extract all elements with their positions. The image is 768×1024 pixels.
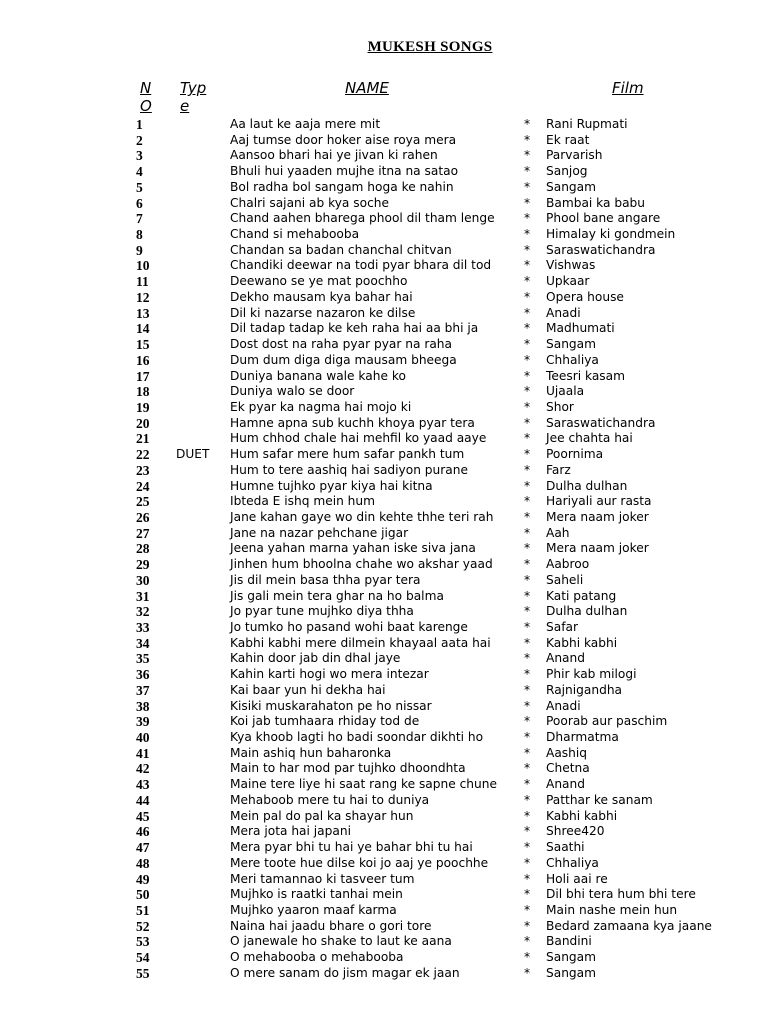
song-name: Hamne apna sub kuchh khoya pyar tera bbox=[230, 415, 475, 430]
song-number: 36 bbox=[136, 667, 150, 683]
bullet-star: * bbox=[524, 478, 531, 493]
film-name: Phool bane angare bbox=[546, 211, 661, 226]
bullet-star: * bbox=[524, 745, 531, 760]
bullet-star: * bbox=[524, 399, 531, 414]
song-row bbox=[0, 337, 768, 353]
bullet-star: * bbox=[524, 179, 531, 194]
song-name: Chalri sajani ab kya soche bbox=[230, 195, 390, 210]
song-number: 23 bbox=[136, 462, 150, 478]
bullet-star: * bbox=[524, 950, 531, 965]
song-number: 44 bbox=[136, 792, 150, 808]
song-row bbox=[0, 651, 768, 667]
bullet-star: * bbox=[524, 227, 531, 242]
song-row bbox=[0, 809, 768, 825]
song-row bbox=[0, 290, 768, 306]
song-name: Aaj tumse door hoker aise roya mera bbox=[230, 132, 457, 147]
song-row bbox=[0, 416, 768, 432]
song-name: Aansoo bhari hai ye jivan ki rahen bbox=[230, 148, 438, 163]
bullet-star: * bbox=[524, 274, 531, 289]
film-name: Dharmatma bbox=[546, 730, 619, 745]
film-name: Poorab aur paschim bbox=[546, 714, 668, 729]
song-number: 9 bbox=[136, 242, 143, 258]
song-row bbox=[0, 683, 768, 699]
song-name: Jis dil mein basa thha pyar tera bbox=[230, 572, 421, 587]
bullet-star: * bbox=[524, 730, 531, 745]
song-number: 39 bbox=[136, 714, 150, 730]
song-name: Naina hai jaadu bhare o gori tore bbox=[230, 918, 432, 933]
bullet-star: * bbox=[524, 258, 531, 273]
film-name: Parvarish bbox=[546, 148, 603, 163]
song-number: 29 bbox=[136, 557, 150, 573]
bullet-star: * bbox=[524, 887, 531, 902]
bullet-star: * bbox=[524, 321, 531, 336]
song-name: Dum dum diga diga mausam bheega bbox=[230, 352, 457, 367]
bullet-star: * bbox=[524, 431, 531, 446]
song-row bbox=[0, 934, 768, 950]
bullet-star: * bbox=[524, 305, 531, 320]
song-row bbox=[0, 950, 768, 966]
song-number: 26 bbox=[136, 509, 150, 525]
song-name: Kisiki muskarahaton pe ho nissar bbox=[230, 698, 432, 713]
film-name: Saathi bbox=[546, 840, 585, 855]
bullet-star: * bbox=[524, 934, 531, 949]
film-name: Anadi bbox=[546, 698, 581, 713]
song-number: 47 bbox=[136, 840, 150, 856]
song-name: Ek pyar ka nagma hai mojo ki bbox=[230, 399, 412, 414]
bullet-star: * bbox=[524, 509, 531, 524]
film-name: Patthar ke sanam bbox=[546, 792, 653, 807]
song-number: 22 bbox=[136, 447, 150, 463]
bullet-star: * bbox=[524, 195, 531, 210]
film-name: Kabhi kabhi bbox=[546, 808, 618, 823]
film-name: Shor bbox=[546, 399, 574, 414]
song-row bbox=[0, 431, 768, 447]
film-name: Sangam bbox=[546, 179, 597, 194]
document-title: MUKESH SONGS bbox=[367, 39, 493, 55]
song-number: 52 bbox=[136, 918, 150, 934]
song-number: 53 bbox=[136, 934, 150, 950]
song-row bbox=[0, 872, 768, 888]
bullet-star: * bbox=[524, 352, 531, 367]
song-number: 27 bbox=[136, 525, 150, 541]
film-name: Poornima bbox=[546, 447, 604, 462]
film-name: Ek raat bbox=[546, 132, 590, 147]
film-name: Opera house bbox=[546, 289, 624, 304]
bullet-star: * bbox=[524, 148, 531, 163]
bullet-star: * bbox=[524, 557, 531, 572]
song-number: 8 bbox=[136, 227, 143, 243]
film-name: Bandini bbox=[546, 934, 592, 949]
song-number: 49 bbox=[136, 871, 150, 887]
song-row bbox=[0, 573, 768, 589]
song-number: 38 bbox=[136, 698, 150, 714]
song-row bbox=[0, 117, 768, 133]
song-name: O janewale ho shake to laut ke aana bbox=[230, 934, 452, 949]
song-number: 51 bbox=[136, 902, 150, 918]
song-number: 33 bbox=[136, 620, 150, 635]
film-name: Teesri kasam bbox=[546, 368, 625, 383]
bullet-star: * bbox=[524, 667, 531, 682]
song-name: Deewano se ye mat poochho bbox=[230, 274, 408, 289]
column-header-film: Film bbox=[612, 79, 644, 97]
song-name: Mujhko yaaron maaf karma bbox=[230, 902, 397, 917]
song-row bbox=[0, 604, 768, 620]
film-name: Anand bbox=[546, 651, 585, 666]
bullet-star: * bbox=[524, 132, 531, 147]
song-number: 50 bbox=[136, 887, 150, 903]
bullet-star: * bbox=[524, 855, 531, 870]
bullet-star: * bbox=[524, 651, 531, 666]
song-number: 41 bbox=[136, 745, 150, 761]
column-header-no: NO bbox=[140, 79, 152, 115]
bullet-star: * bbox=[524, 525, 531, 540]
bullet-star: * bbox=[524, 541, 531, 556]
song-row bbox=[0, 777, 768, 793]
song-row bbox=[0, 589, 768, 605]
songs-list bbox=[0, 117, 768, 982]
film-name: Himalay ki gondmein bbox=[546, 227, 676, 242]
song-number: 18 bbox=[136, 384, 150, 400]
song-name: Main ashiq hun baharonka bbox=[230, 745, 392, 760]
song-number: 21 bbox=[136, 431, 150, 447]
song-name: Jeena yahan marna yahan iske siva jana bbox=[230, 541, 476, 556]
song-name: Mehaboob mere tu hai to duniya bbox=[230, 792, 430, 807]
film-name: Ujaala bbox=[546, 384, 585, 399]
song-number: 2 bbox=[136, 132, 143, 148]
song-name: Chand aahen bharega phool dil tham lenge bbox=[230, 211, 495, 226]
bullet-star: * bbox=[524, 117, 531, 131]
film-name: Shree420 bbox=[546, 824, 605, 839]
bullet-star: * bbox=[524, 840, 531, 855]
bullet-star: * bbox=[524, 242, 531, 257]
song-number: 13 bbox=[136, 305, 150, 321]
song-row bbox=[0, 479, 768, 495]
song-row bbox=[0, 761, 768, 777]
song-name: Maine tere liye hi saat rang ke sapne chune bbox=[230, 777, 497, 792]
song-row bbox=[0, 243, 768, 259]
bullet-star: * bbox=[524, 777, 531, 792]
song-number: 5 bbox=[136, 179, 143, 195]
song-name: Duniya banana wale kahe ko bbox=[230, 368, 406, 383]
song-name: Jinhen hum bhoolna chahe wo akshar yaad bbox=[230, 557, 493, 572]
bullet-star: * bbox=[524, 494, 531, 509]
film-name: Mera naam joker bbox=[546, 509, 649, 524]
song-number: 46 bbox=[136, 824, 150, 840]
bullet-star: * bbox=[524, 871, 531, 886]
song-name: Jane na nazar pehchane jigar bbox=[230, 525, 409, 540]
film-name: Sanjog bbox=[546, 164, 588, 179]
bullet-star: * bbox=[524, 415, 531, 430]
song-name: Main to har mod par tujhko dhoondhta bbox=[230, 761, 466, 776]
song-row bbox=[0, 384, 768, 400]
song-number: 3 bbox=[136, 148, 143, 164]
bullet-star: * bbox=[524, 620, 531, 634]
song-name: Aa laut ke aaja mere mit bbox=[230, 117, 381, 131]
song-name: Mujhko is raatki tanhai mein bbox=[230, 887, 403, 902]
song-row bbox=[0, 699, 768, 715]
song-name: Chand si mehabooba bbox=[230, 227, 360, 242]
film-name: Sangam bbox=[546, 337, 597, 352]
song-number: 1 bbox=[136, 117, 143, 132]
song-number: 10 bbox=[136, 258, 150, 274]
song-number: 34 bbox=[136, 635, 150, 651]
bullet-star: * bbox=[524, 588, 531, 603]
column-header-type: Type bbox=[180, 79, 207, 115]
song-row bbox=[0, 667, 768, 683]
song-name: Kai baar yun hi dekha hai bbox=[230, 682, 386, 697]
song-number: 15 bbox=[136, 337, 150, 353]
song-number: 16 bbox=[136, 352, 150, 368]
song-number: 31 bbox=[136, 588, 150, 604]
film-name: Dil bhi tera hum bhi tere bbox=[546, 887, 696, 902]
song-row bbox=[0, 636, 768, 652]
bullet-star: * bbox=[524, 289, 531, 304]
song-number: 48 bbox=[136, 855, 150, 871]
song-row bbox=[0, 966, 768, 982]
film-name: Vishwas bbox=[546, 258, 596, 273]
song-row bbox=[0, 793, 768, 809]
song-number: 20 bbox=[136, 415, 150, 431]
film-name: Holi aai re bbox=[546, 871, 608, 886]
song-name: Mera jota hai japani bbox=[230, 824, 351, 839]
song-name: Jo pyar tune mujhko diya thha bbox=[230, 604, 414, 619]
song-number: 17 bbox=[136, 368, 150, 384]
film-name: Hariyali aur rasta bbox=[546, 494, 652, 509]
song-name: Bol radha bol sangam hoga ke nahin bbox=[230, 179, 454, 194]
song-name: Ibteda E ishq mein hum bbox=[230, 494, 376, 509]
film-name: Kati patang bbox=[546, 588, 617, 603]
song-row bbox=[0, 211, 768, 227]
film-name: Bambai ka babu bbox=[546, 195, 646, 210]
bullet-star: * bbox=[524, 635, 531, 650]
song-row bbox=[0, 227, 768, 243]
song-name: O mere sanam do jism magar ek jaan bbox=[230, 965, 460, 980]
song-number: 4 bbox=[136, 164, 143, 180]
song-row bbox=[0, 400, 768, 416]
song-row bbox=[0, 919, 768, 935]
song-number: 30 bbox=[136, 572, 150, 588]
song-row bbox=[0, 730, 768, 746]
song-name: Bhuli hui yaaden mujhe itna na satao bbox=[230, 164, 459, 179]
song-name: Chandan sa badan chanchal chitvan bbox=[230, 242, 452, 257]
song-row bbox=[0, 463, 768, 479]
bullet-star: * bbox=[524, 698, 531, 713]
song-name: Jis gali mein tera ghar na ho balma bbox=[230, 588, 444, 603]
song-name: Hum to tere aashiq hai sadiyon purane bbox=[230, 462, 468, 477]
song-row bbox=[0, 494, 768, 510]
bullet-star: * bbox=[524, 337, 531, 352]
song-number: 37 bbox=[136, 682, 150, 698]
song-row bbox=[0, 856, 768, 872]
song-number: 55 bbox=[136, 965, 150, 981]
film-name: Jee chahta hai bbox=[546, 431, 633, 446]
film-name: Farz bbox=[546, 462, 571, 477]
film-name: Sangam bbox=[546, 965, 597, 980]
bullet-star: * bbox=[524, 682, 531, 697]
song-row bbox=[0, 510, 768, 526]
song-row bbox=[0, 903, 768, 919]
bullet-star: * bbox=[524, 918, 531, 933]
film-name: Upkaar bbox=[546, 274, 590, 289]
bullet-star: * bbox=[524, 902, 531, 917]
song-name: Jo tumko ho pasand wohi baat karenge bbox=[230, 620, 468, 634]
song-number: 14 bbox=[136, 321, 150, 337]
song-name: Hum chhod chale hai mehfil ko yaad aaye bbox=[230, 431, 487, 446]
film-name: Dulha dulhan bbox=[546, 478, 628, 493]
film-name: Madhumati bbox=[546, 321, 615, 336]
bullet-star: * bbox=[524, 965, 531, 980]
song-number: 43 bbox=[136, 777, 150, 793]
song-name: Hum safar mere hum safar pankh tum bbox=[230, 447, 465, 462]
song-row bbox=[0, 148, 768, 164]
song-name: Humne tujhko pyar kiya hai kitna bbox=[230, 478, 433, 493]
song-name: Dekho mausam kya bahar hai bbox=[230, 289, 413, 304]
bullet-star: * bbox=[524, 447, 531, 462]
film-name: Saraswatichandra bbox=[546, 415, 656, 430]
song-row bbox=[0, 369, 768, 385]
song-row bbox=[0, 824, 768, 840]
song-name: Mere toote hue dilse koi jo aaj ye poochhe bbox=[230, 855, 489, 870]
song-row bbox=[0, 180, 768, 196]
song-number: 32 bbox=[136, 604, 150, 620]
film-name: Aabroo bbox=[546, 557, 590, 572]
song-row bbox=[0, 746, 768, 762]
song-name: Kahin door jab din dhal jaye bbox=[230, 651, 401, 666]
film-name: Chhaliya bbox=[546, 352, 599, 367]
film-name: Anadi bbox=[546, 305, 581, 320]
bullet-star: * bbox=[524, 384, 531, 399]
song-name: Mera pyar bhi tu hai ye bahar bhi tu hai bbox=[230, 840, 473, 855]
film-name: Kabhi kabhi bbox=[546, 635, 618, 650]
song-row bbox=[0, 164, 768, 180]
song-row bbox=[0, 321, 768, 337]
song-number: 40 bbox=[136, 730, 150, 746]
song-name: Jane kahan gaye wo din kehte thhe teri rah bbox=[230, 509, 494, 524]
song-row bbox=[0, 526, 768, 542]
bullet-star: * bbox=[524, 714, 531, 729]
song-number: 54 bbox=[136, 950, 150, 966]
bullet-star: * bbox=[524, 761, 531, 776]
song-name: O mehabooba o mehabooba bbox=[230, 950, 404, 965]
song-number: 42 bbox=[136, 761, 150, 777]
film-name: Rajnigandha bbox=[546, 682, 623, 697]
bullet-star: * bbox=[524, 462, 531, 477]
film-name: Mera naam joker bbox=[546, 541, 649, 556]
bullet-star: * bbox=[524, 824, 531, 839]
song-number: 35 bbox=[136, 651, 150, 667]
film-name: Chetna bbox=[546, 761, 590, 776]
song-row bbox=[0, 620, 768, 636]
song-name: Kahin karti hogi wo mera intezar bbox=[230, 667, 429, 682]
song-name: Kya khoob lagti ho badi soondar dikhti ho bbox=[230, 730, 484, 745]
song-type: DUET bbox=[176, 447, 210, 462]
song-row bbox=[0, 447, 768, 463]
song-row bbox=[0, 714, 768, 730]
film-name: Phir kab milogi bbox=[546, 667, 637, 682]
song-row bbox=[0, 840, 768, 856]
film-name: Bedard zamaana kya jaane bbox=[546, 918, 712, 933]
film-name: Saraswatichandra bbox=[546, 242, 656, 257]
song-name: Dil tadap tadap ke keh raha hai aa bhi ja bbox=[230, 321, 479, 336]
film-name: Saheli bbox=[546, 572, 584, 587]
bullet-star: * bbox=[524, 604, 531, 619]
bullet-star: * bbox=[524, 368, 531, 383]
bullet-star: * bbox=[524, 792, 531, 807]
song-row bbox=[0, 887, 768, 903]
song-row bbox=[0, 306, 768, 322]
bullet-star: * bbox=[524, 164, 531, 179]
song-row bbox=[0, 541, 768, 557]
song-row bbox=[0, 274, 768, 290]
song-number: 7 bbox=[136, 211, 143, 227]
film-name: Chhaliya bbox=[546, 855, 599, 870]
bullet-star: * bbox=[524, 572, 531, 587]
film-name: Anand bbox=[546, 777, 585, 792]
song-name: Dost dost na raha pyar pyar na raha bbox=[230, 337, 452, 352]
column-header-name: NAME bbox=[345, 79, 389, 97]
song-name: Mein pal do pal ka shayar hun bbox=[230, 808, 414, 823]
bullet-star: * bbox=[524, 211, 531, 226]
film-name: Sangam bbox=[546, 950, 597, 965]
song-number: 25 bbox=[136, 494, 150, 510]
song-row bbox=[0, 353, 768, 369]
song-number: 6 bbox=[136, 195, 143, 211]
film-name: Aah bbox=[546, 525, 570, 540]
bullet-star: * bbox=[524, 808, 531, 823]
song-number: 45 bbox=[136, 808, 150, 824]
song-row bbox=[0, 258, 768, 274]
song-number: 24 bbox=[136, 478, 150, 494]
film-name: Main nashe mein hun bbox=[546, 902, 678, 917]
song-number: 19 bbox=[136, 399, 150, 415]
film-name: Safar bbox=[546, 620, 578, 634]
film-name: Rani Rupmati bbox=[546, 117, 628, 131]
song-name: Duniya walo se door bbox=[230, 384, 355, 399]
song-number: 28 bbox=[136, 541, 150, 557]
song-name: Chandiki deewar na todi pyar bhara dil tod bbox=[230, 258, 492, 273]
song-row bbox=[0, 133, 768, 149]
song-name: Dil ki nazarse nazaron ke dilse bbox=[230, 305, 416, 320]
film-name: Dulha dulhan bbox=[546, 604, 628, 619]
song-number: 12 bbox=[136, 289, 150, 305]
song-number: 11 bbox=[136, 274, 149, 290]
song-name: Kabhi kabhi mere dilmein khayaal aata hai bbox=[230, 635, 491, 650]
song-row bbox=[0, 557, 768, 573]
song-name: Meri tamannao ki tasveer tum bbox=[230, 871, 415, 886]
song-name: Koi jab tumhaara rhiday tod de bbox=[230, 714, 420, 729]
song-row bbox=[0, 196, 768, 212]
film-name: Aashiq bbox=[546, 745, 588, 760]
